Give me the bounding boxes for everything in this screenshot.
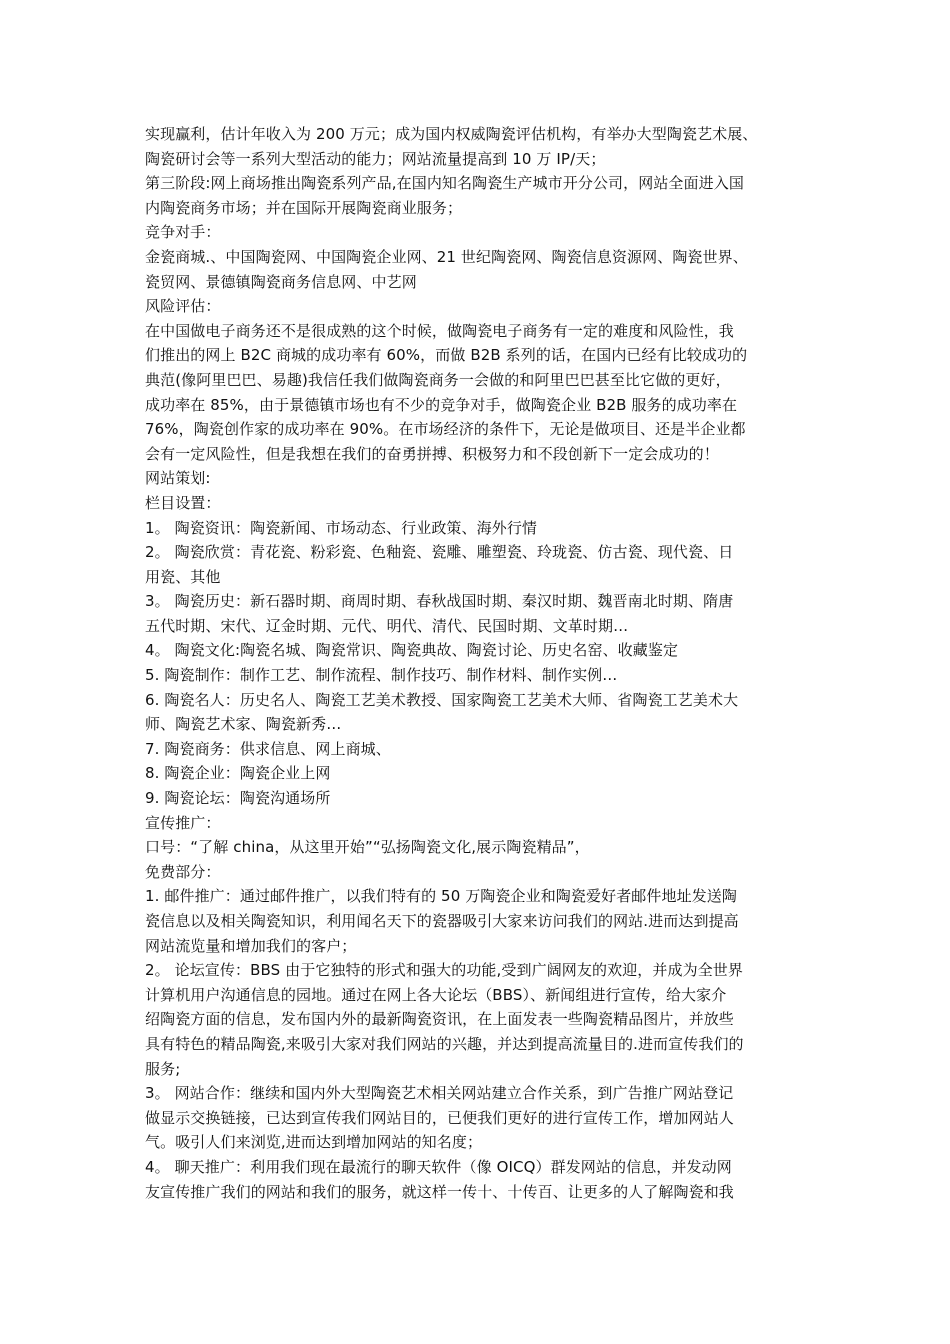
list-item: 1。 陶瓷资讯：陶瓷新闻、市场动态、行业政策、海外行情	[145, 518, 538, 537]
section-heading: 栏目设置：	[145, 493, 221, 512]
text-line: 陶瓷研讨会等一系列大型活动的能力；网站流量提高到 10 万 IP/天；	[145, 149, 606, 168]
list-item: 4。 陶瓷文化:陶瓷名城、陶瓷常识、陶瓷典故、陶瓷讨论、历史名窑、收藏鉴定	[145, 641, 679, 660]
text-line: 友宣传推广我们的网站和我们的服务，就这样一传十、十传百、让更多的人了解陶瓷和我	[145, 1182, 734, 1201]
text-line: 瓷信息以及相关陶瓷知识，利用闻名天下的瓷器吸引大家来访问我们的网站.进而达到提高	[145, 912, 739, 930]
text-line: 口号：“了解 china，从这里开始”“弘扬陶瓷文化,展示陶瓷精品”，	[145, 838, 590, 857]
text-line: 成功率在 85%，由于景德镇市场也有不少的竞争对手，做陶瓷企业 B2B 服务的成功率在	[145, 395, 738, 414]
text-line: 实现赢利，估计年收入为 200 万元；成为国内权威陶瓷评估机构，有举办大型陶瓷艺术展、	[145, 125, 758, 143]
text-line: 典范(像阿里巴巴、易趣)我信任我们做陶瓷商务一会做的和阿里巴巴甚至比它做的更好，	[145, 370, 731, 389]
list-item: 9. 陶瓷论坛：陶瓷沟通场所	[145, 789, 331, 808]
list-item: 2。 陶瓷欣赏：青花瓷、粉彩瓷、色釉瓷、瓷雕、雕塑瓷、玲珑瓷、仿古瓷、现代瓷、日	[145, 543, 734, 562]
text-line: 内陶瓷商务市场；并在国际开展陶瓷商业服务；	[145, 198, 463, 217]
document-body	[145, 122, 810, 1204]
text-line: 第三阶段:网上商场推出陶瓷系列产品,在国内知名陶瓷生产城市开分公司，网站全面进入国	[145, 174, 744, 193]
list-item: 5. 陶瓷制作：制作工艺、制作流程、制作技巧、制作材料、制作实例…	[145, 666, 618, 685]
text-line: 五代时期、宋代、辽金时期、元代、明代、清代、民国时期、文革时期…	[145, 616, 629, 635]
list-item: 2。 论坛宣传：BBS 由于它独特的形式和强大的功能,受到广阔网友的欢迎，并成为全世界	[145, 961, 743, 980]
list-item: 1. 邮件推广：通过邮件推广，以我们特有的 50 万陶瓷企业和陶瓷爱好者邮件地址发送陶	[145, 887, 738, 906]
text-line: 们推出的网上 B2C 商城的成功率有 60%，而做 B2B 系列的话，在国内已经有比较成功的	[145, 346, 748, 365]
list-item: 8. 陶瓷企业：陶瓷企业上网	[145, 764, 331, 783]
text-line: 瓷贸网、景德镇陶瓷商务信息网、中艺网	[145, 272, 417, 291]
list-item: 4。 聊天推广：利用我们现在最流行的聊天软件（像 OICQ）群发网站的信息，并发动网	[145, 1157, 732, 1176]
section-heading: 网站策划:	[145, 469, 211, 488]
text-line: 会有一定风险性，但是我想在我们的奋勇拼搏、积极努力和不段创新下一定会成功的！	[145, 444, 719, 463]
text-line: 服务;	[145, 1059, 181, 1078]
text-line: 计算机用户沟通信息的园地。通过在网上各大论坛（BBS）、新闻组进行宣传，给大家介	[145, 985, 727, 1004]
list-item: 7. 陶瓷商务：供求信息、网上商城、	[145, 739, 391, 758]
text-line: 用瓷、其他	[145, 567, 221, 586]
text-line: 76%，陶瓷创作家的成功率在 90%。在市场经济的条件下，无论是做项目、还是半企业都	[145, 420, 746, 439]
section-heading: 风险评估：	[145, 297, 221, 316]
text-line: 气。吸引人们来浏览,进而达到增加网站的知名度；	[145, 1133, 483, 1152]
list-item: 3。 陶瓷历史：新石器时期、商周时期、春秋战国时期、秦汉时期、魏晋南北时期、隋唐	[145, 592, 734, 611]
text-line: 具有特色的精品陶瓷,来吸引大家对我们网站的兴趣，并达到提高流量目的.进而宣传我们的	[145, 1034, 744, 1053]
text-line: 网站流览量和增加我们的客户；	[145, 936, 357, 955]
text-line: 绍陶瓷方面的信息，发布国内外的最新陶瓷资讯，在上面发表一些陶瓷精品图片，并放些	[145, 1010, 734, 1029]
list-item: 6. 陶瓷名人：历史名人、陶瓷工艺美术教授、国家陶瓷工艺美术大师、省陶瓷工艺美术大	[145, 690, 739, 709]
section-heading: 竞争对手：	[145, 223, 221, 242]
text-line: 做显示交换链接，已达到宣传我们网站目的，已便我们更好的进行宣传工作，增加网站人	[145, 1108, 734, 1127]
text-line: 师、陶瓷艺术家、陶瓷新秀…	[145, 715, 342, 734]
list-item: 3。 网站合作：继续和国内外大型陶瓷艺术相关网站建立合作关系，到广告推广网站登记	[145, 1084, 734, 1103]
text-line: 金瓷商城.、中国陶瓷网、中国陶瓷企业网、21 世纪陶瓷网、陶瓷信息资源网、陶瓷世界、	[145, 247, 748, 266]
text-line: 在中国做电子商务还不是很成熟的这个时候，做陶瓷电子商务有一定的难度和风险性，我	[145, 321, 734, 340]
section-heading: 宣传推广：	[145, 813, 221, 832]
section-heading: 免费部分：	[145, 862, 221, 881]
